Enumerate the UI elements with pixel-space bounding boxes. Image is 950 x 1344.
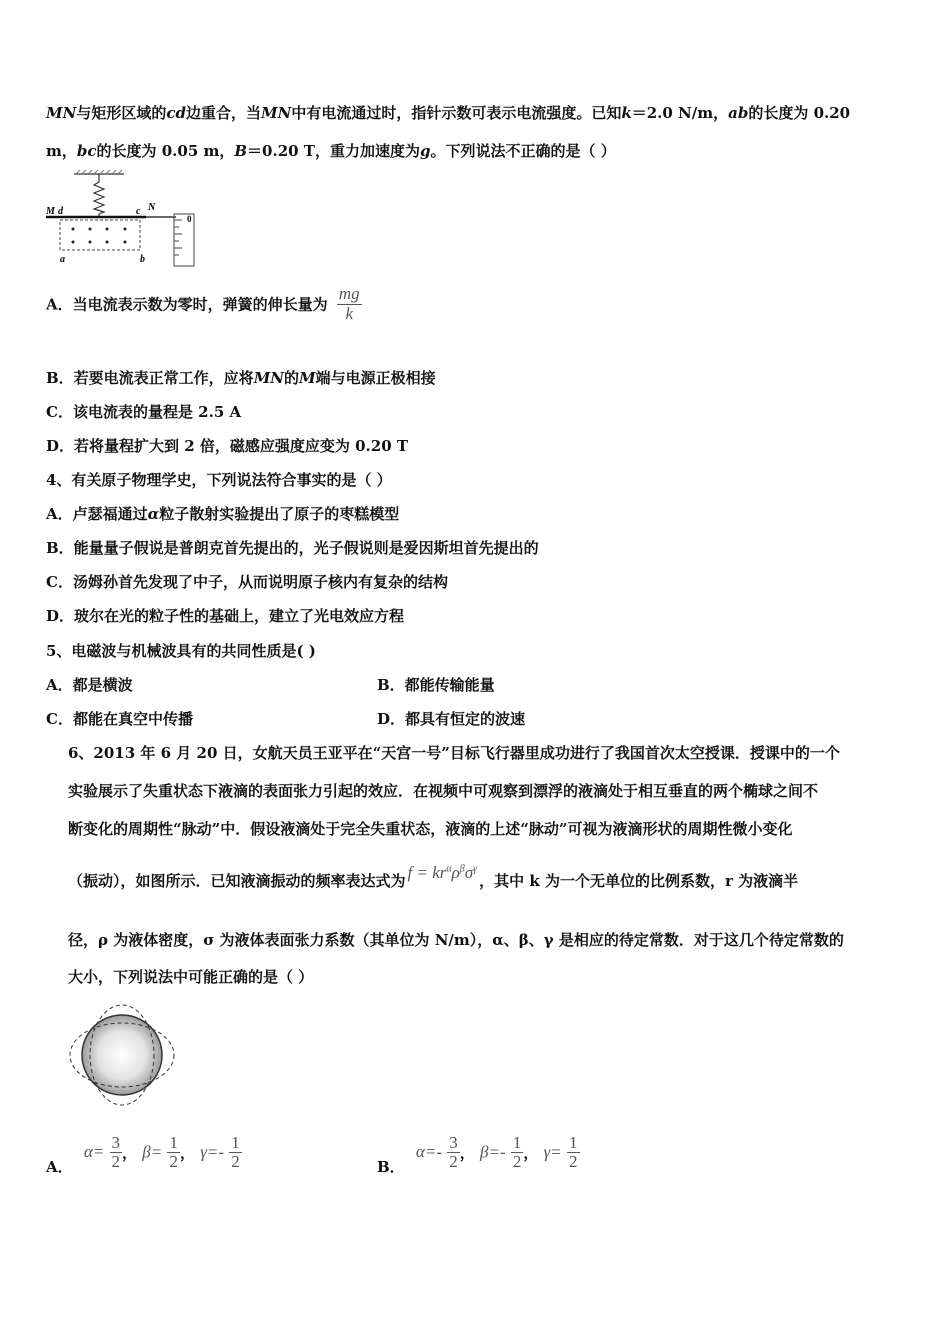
frequency-formula: $f = kr^\alpha\rho^\beta\sigma^\gamma$: [407, 863, 478, 882]
q6-stem-line3: 断变化的周期性“脉动”中．假设液滴处于完全失重状态，液滴的上述“脉动”可视为液滴形状的周期性微小变化: [68, 820, 793, 838]
q5-option-d: D．都具有恒定的波速: [377, 710, 526, 728]
q6-option-a: A． α= $\frac{3}{2}$ ， β= $\frac{1}{2}$ ， γ=- $\frac{1}{2}$: [46, 1133, 240, 1176]
label-a: a: [60, 254, 65, 265]
q3-stem-line2: m，bc的长度为 0.05 m，B＝0.20 T，重力加速度为g。下列说法不正确的是（ ）: [46, 142, 616, 160]
q5-stem: 5、电磁波与机械波具有的共同性质是( ): [46, 642, 316, 660]
spring-ammeter-figure: [40, 170, 210, 270]
q6-a-gamma: $\frac{1}{2}$: [231, 1133, 240, 1171]
droplet-figure: [65, 1000, 180, 1110]
label-n: N: [148, 202, 156, 213]
q6-a-alpha: $\frac{3}{2}$: [111, 1133, 121, 1171]
q4-option-d: D．玻尔在光的粒子性的基础上，建立了光电效应方程: [46, 607, 405, 625]
q6-b-alpha: $\frac{3}{2}$: [449, 1133, 458, 1171]
scale-zero-label: 0: [187, 214, 192, 224]
label-c: c: [136, 206, 141, 217]
label-d: d: [58, 206, 63, 217]
q3-option-c: C．该电流表的量程是 2.5 A: [46, 403, 242, 421]
q6-option-b: B． α=- $\frac{3}{2}$ ， β=- $\frac{1}{2}$ ， γ= $\frac{1}{2}$: [377, 1133, 578, 1176]
q3-mn: MN: [46, 104, 77, 122]
q3-option-a-fraction: $\frac{mg}{k}$: [338, 284, 360, 323]
q4-option-c: C．汤姆孙首先发现了中子，从而说明原子核内有复杂的结构: [46, 573, 448, 591]
q6-a-beta: $\frac{1}{2}$: [169, 1133, 178, 1171]
q4-option-b: B．能量量子假说是普朗克首先提出的，光子假说则是爱因斯坦首先提出的: [46, 539, 539, 557]
q3-option-b: B．若要电流表正常工作，应将MN的M端与电源正极相接: [46, 369, 436, 387]
q4-stem: 4、有关原子物理学史，下列说法符合事实的是（ ）: [46, 471, 392, 489]
q4-option-a: A．卢瑟福通过α粒子散射实验提出了原子的枣糕模型: [46, 505, 400, 523]
q6-stem-line6: 大小，下列说法中可能正确的是（ ）: [68, 968, 314, 986]
q5-option-b: B．都能传输能量: [377, 676, 495, 694]
q6-stem-line1: 6、2013 年 6 月 20 日，女航天员王亚平在“天宫一号”目标飞行器里成功进行了我国首次太空授课．授课中的一个: [68, 744, 840, 762]
q3-option-a: A．当电流表示数为零时，弹簧的伸长量为 $\frac{mg}{k}$: [46, 284, 360, 323]
q5-option-c: C．都能在真空中传播: [46, 710, 193, 728]
q6-stem-line5: 径，ρ 为液体密度，σ 为液体表面张力系数（其单位为 N/m），α、β、γ 是相应的待定常数．对于这几个待定常数的: [68, 931, 844, 949]
q6-stem-line2: 实验展示了失重状态下液滴的表面张力引起的效应．在视频中可观察到漂浮的液滴处于相互垂直的两个椭球之间不: [68, 782, 819, 800]
label-b: b: [140, 254, 145, 265]
q6-stem-line4: （振动），如图所示．已知液滴振动的频率表达式为 $f = kr^\alpha\rho^\beta\sigma^\gamma$，其中 k 为一个无单位的比例系数，r 为液滴半: [68, 863, 799, 890]
q5-option-a: A．都是横波: [46, 676, 133, 694]
q3-option-d: D．若将量程扩大到 2 倍，磁感应强度应变为 0.20 T: [46, 437, 409, 455]
q6-b-beta: $\frac{1}{2}$: [512, 1133, 522, 1171]
q6-b-gamma: $\frac{1}{2}$: [569, 1133, 578, 1171]
label-m: M: [46, 206, 55, 217]
q3-stem-line1: MN与矩形区域的cd边重合，当MN中有电流通过时，指针示数可表示电流强度。已知k＝2.0 N/m，ab的长度为 0.20: [46, 104, 851, 122]
